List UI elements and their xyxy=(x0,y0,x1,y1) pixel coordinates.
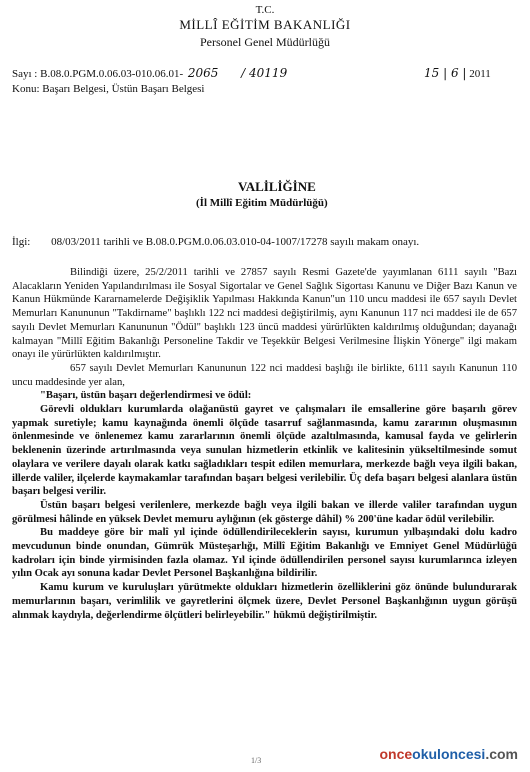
page-number: 1/3 xyxy=(251,756,262,765)
ilgi-label: İlgi: xyxy=(12,236,31,248)
paragraph-intro: Bilindiği üzere, 25/2/2011 tarihli ve 27857 sayılı Resmi Gazete'de yayımlanan 6111 sayılı "Bazı Alacakların Yeniden Yapılandırılması ile Sosyal Sigortalar ve Genel Sağlık Sigortası Kanunu ve Diğer Bazı Kanun ve Kanun Hükmünde Kararnamelerde Değişiklik Yapılması Hakkında Kanun"un 110 uncu maddesi ile 657 sayılı Devlet Memurları Kanununun "Takdirname" başlıklı 122 nci maddesi değiştirilmiş, aynı Kanunun 117 nci maddesi ile de 657 sayılı Devlet Memurları Kanununun "Ödül" başlıklı 123 üncü maddesi yürürlükten kaldırılmış olduğundan; dayanağı kalmayan "Millî Eğitim Bakanlığı Personeline Takdir ve Teşekkür Belgesi Verilmesine İlişkin Yönerge" ilgi makam onayı ile yürürlükten kaldırılmıştır. xyxy=(12,267,517,361)
sayi-label: Sayı : B.08.0.PGM.0.06.03-010.06.01- xyxy=(12,68,184,80)
org-line-directorate: Personel Genel Müdürlüğü xyxy=(200,35,330,49)
ilgi-text: 08/03/2011 tarihli ve B.08.0.PGM.0.06.03.010-04-1007/17278 sayılı makam onayı. xyxy=(51,236,420,248)
addressee-title: VALİLİĞİNE xyxy=(238,179,316,194)
date-line xyxy=(424,66,491,80)
site-watermark xyxy=(379,746,518,762)
sayi-handwritten-2: / 40119 xyxy=(241,66,288,80)
date-year: 2011 xyxy=(469,68,491,80)
konu-line: Konu: Başarı Belgesi, Üstün Başarı Belgesi xyxy=(12,83,205,95)
quote-paragraph-1: Görevli oldukları kurumlarda olağanüstü gayret ve çalışmaları ile emsallerine göre başarılı görev yapmak suretiyle; kamu kaynağında önemli ölçüde tasarruf sağlanmasında, kamu zararının oluşmasının önlenmesinde ve önlenemez kamu zararlarının önemli ölçüde azaltılmasında, kamusal fayda ve gelirlerin beklenenin üzerinde artırılmasında veya sunulan hizmetlerin etkinlik ve kalitesinin yükseltilmesinde somut olaylara ve verilere dayalı olarak katkı sağladıkları tespit edilen memurlara, merkezde bağlı veya ilgili bakan, illerde valiler, ilçelerde kaymakamlar tarafından başarı belgesi verilebilir. Üç defa başarı belgesi alanlara üstün başarı belgesi verilir. xyxy=(12,404,517,498)
watermark-part-3: .com xyxy=(485,746,518,762)
addressee-subtitle: (İl Millî Eğitim Müdürlüğü) xyxy=(196,197,328,209)
watermark-part-1: once xyxy=(379,746,413,762)
quote-paragraph-4: Kamu kurum ve kuruluşları yürütmekte oldukları hizmetlerin özelliklerini göz önünde bulundurarak memurlarının başarı, verimlilik ve gayretlerini ölçmek üzere, Devlet Personel Başkanlığının uygun görüşü alınmak kaydıyla, değerlendirme ölçütleri belirleyebilir." hükmü değiştirilmiştir. xyxy=(12,582,517,621)
sayi-line xyxy=(12,66,287,80)
sayi-handwritten: 2065 xyxy=(187,66,219,80)
paragraph-reference: 657 sayılı Devlet Memurları Kanununun 122 nci maddesi başlığı ile birlikte, 6111 sayılı Kanunun 110 uncu maddesinde yer alan, xyxy=(12,362,517,388)
quote-paragraph-2: Üstün başarı belgesi verilenlere, merkezde bağlı veya ilgili bakan ve illerde valiler tarafından uygun görülmesi hâlinde en yüksek Devlet memuru aylığının (ek gösterge dâhil) % 200'üne kadar ödül verilebilir. xyxy=(12,499,517,525)
quote-title: "Başarı, üstün başarı değerlendirmesi ve ödül: xyxy=(40,390,252,402)
date-handwritten: 15 | 6 | xyxy=(424,66,467,80)
quote-paragraph-3: Bu maddeye göre bir malî yıl içinde ödüllendirileceklerin sayısı, kurumun yılbaşındaki dolu kadro mevcudunun binde onundan, Gümrük Müsteşarlığı, Millî Eğitim Bakanlığı ve Emniyet Genel Müdürlüğü kadroları için binde yirmisinden fazla olamaz. Yıl içinde ödüllendirilen personel sayısı kurumlarınca izleyen yılın Ocak ayı sonuna kadar Devlet Personel Başkanlığına bildirilir. xyxy=(12,527,517,580)
org-line-tc: T.C. xyxy=(255,4,275,16)
ilgi-line xyxy=(12,236,419,248)
watermark-part-2: okuloncesi xyxy=(412,746,486,762)
document-body xyxy=(12,266,517,622)
org-line-ministry: MİLLÎ EĞİTİM BAKANLIĞI xyxy=(179,17,351,32)
